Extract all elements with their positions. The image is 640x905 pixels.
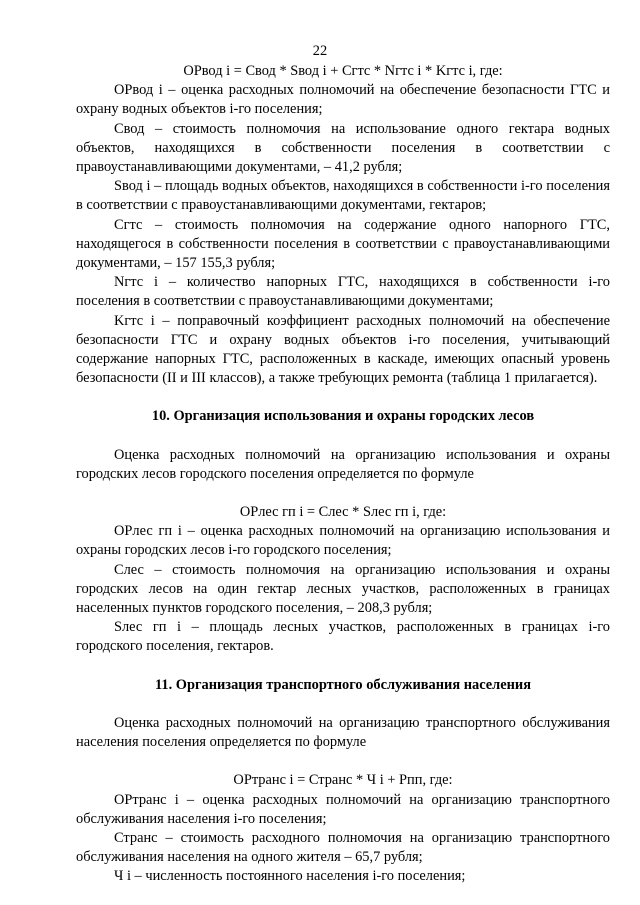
page-number: 22 (312, 43, 328, 59)
definition-paragraph: ОРтранс i – оценка расходных полномочий на организацию транспортного обслуживания населения i-го поселения; (76, 791, 610, 827)
page-content (76, 62, 610, 887)
section-intro: Оценка расходных полномочий на организацию транспортного обслуживания населения поселения определяется по формуле (76, 714, 610, 751)
formula-gts: ОРвод i = Свод * Sвод i + Сгтс * Nгтс i * Kгтс i, где: (183, 63, 503, 79)
definition-paragraph: Sлес гп i – площадь лесных участков, расположенных в границах i-го городского поселения, гектаров. (76, 619, 610, 655)
section-heading-11: 11. Организация транспортного обслуживания населения (155, 676, 531, 693)
definition-paragraph: ОРлес гп i – оценка расходных полномочий на организацию использования и охраны городских лесов i-го городского поселения; (76, 523, 610, 559)
definition-paragraph: Nгтс i – количество напорных ГТС, находящихся в собственности i-го поселения в соответствии с правоустанавливающими документами; (76, 274, 610, 310)
definition-paragraph: Слес – стоимость полномочия на организацию использования и охраны городских лесов на один гектар лесных участков, расположенных в границах населенных пунктов городского поселения, – 208,3 рубля; (76, 561, 610, 617)
definition-paragraph: Странс – стоимость расходного полномочия на организацию транспортного обслуживания населения на одного жителя – 65,7 рубля; (76, 829, 610, 866)
formula-transport: ОРтранс i = Странс * Ч i + Рпп, где: (233, 772, 453, 789)
definition-paragraph: Сгтс – стоимость полномочия на содержание одного напорного ГТС, находящегося в собственности поселения в соответствии с правоустанавливающими документами, – 157 155,3 рубля; (76, 216, 610, 272)
definition-paragraph: Sвод i – площадь водных объектов, находящихся в собственности i-го поселения в соответствии с правоустанавливающими документами, гектаров; (76, 178, 610, 214)
formula-forest: ОРлес гп i = Слес * Sлес гп i, где: (239, 504, 447, 521)
definition-paragraph: Ч i – численность постоянного населения i-го поселения; (114, 868, 466, 885)
section-heading-10: 10. Организация использования и охраны городских лесов (151, 408, 535, 425)
definition-paragraph: Свод – стоимость полномочия на использование одного гектара водных объектов, находящихся в собственности поселения в соответствии с правоустанавливающими документами, – 41,2 рубля; (76, 120, 610, 176)
section-intro: Оценка расходных полномочий на организацию использования и охраны городских лесов городского поселения определяется по формуле (76, 446, 610, 482)
definition-paragraph: Kгтс i – поправочный коэффициент расходных полномочий на обеспечение безопасности ГТС и охрану водных объектов i-го поселения, учитывающий содержание напорных ГТС, расположенных в каскаде, имеющих опасный уровень безопасности (II и III классов), а также требующих ремонта (таблица 1 прилагается). (76, 312, 610, 387)
definition-paragraph: ОРвод i – оценка расходных полномочий на обеспечение безопасности ГТС и охрану водных объектов i-го поселения; (76, 82, 610, 118)
